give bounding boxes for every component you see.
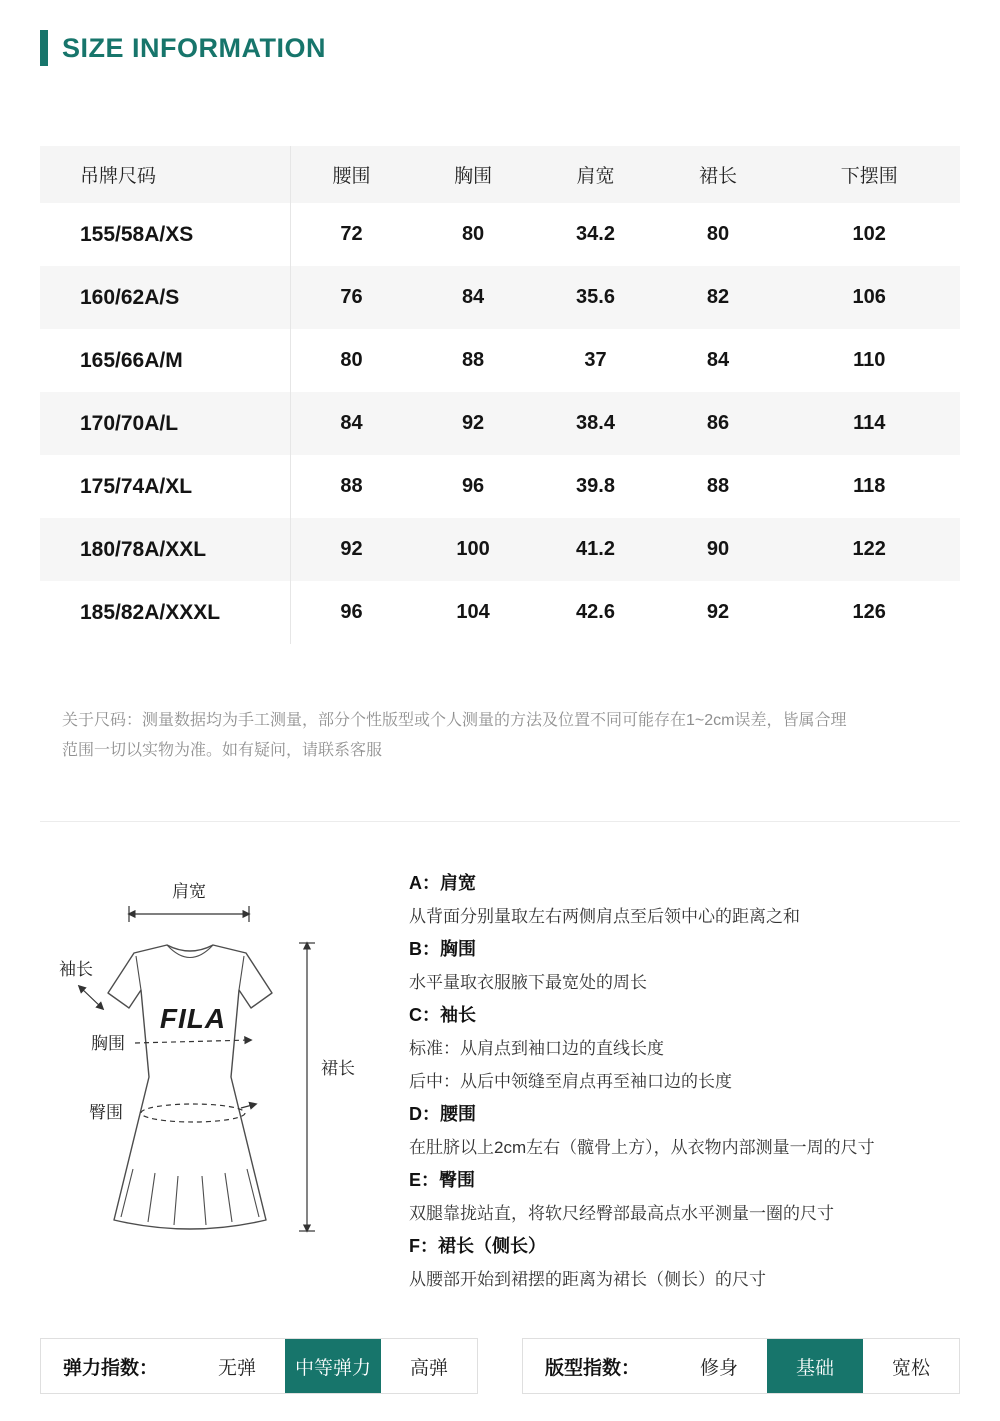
sleeve-length-label: 袖长 bbox=[59, 960, 93, 979]
size-value-cell: 35.6 bbox=[576, 286, 615, 308]
size-note bbox=[62, 706, 938, 766]
table-row bbox=[40, 455, 960, 518]
size-table bbox=[40, 146, 960, 644]
column-header: 胸围 bbox=[413, 146, 534, 203]
sleeve-measure-arrow bbox=[79, 986, 103, 1009]
elasticity-options bbox=[189, 1339, 477, 1393]
size-value-cell: 126 bbox=[852, 601, 886, 623]
column-header: 腰围 bbox=[290, 146, 413, 203]
measure-guide bbox=[405, 867, 960, 1296]
indicator-option: 宽松 bbox=[891, 1357, 930, 1379]
dress-diagram bbox=[55, 867, 405, 1296]
dress-diagram-svg bbox=[55, 867, 405, 1269]
elasticity-label: 弹力指数： bbox=[63, 1357, 159, 1379]
size-value-cell: 106 bbox=[852, 286, 886, 308]
size-value-cell: 88 bbox=[461, 349, 485, 371]
size-value-cell: 37 bbox=[584, 349, 607, 371]
size-value-cell: 86 bbox=[706, 412, 730, 434]
fit-label: 版型指数： bbox=[545, 1357, 641, 1379]
bust-label: 胸围 bbox=[91, 1034, 125, 1053]
size-value-cell: 76 bbox=[340, 286, 363, 308]
guide-item-title: C：袖长 bbox=[409, 1005, 476, 1025]
size-value-cell: 122 bbox=[852, 538, 886, 560]
size-label-cell: 175/74A/XL bbox=[40, 455, 290, 518]
accent-bar bbox=[40, 30, 48, 66]
column-header: 下摆围 bbox=[778, 146, 960, 203]
column-header: 肩宽 bbox=[534, 146, 658, 203]
size-value-cell: 100 bbox=[456, 538, 490, 560]
size-table-header-row bbox=[40, 146, 960, 203]
fila-logo: FILA bbox=[159, 1003, 227, 1034]
size-value-cell: 80 bbox=[706, 223, 730, 245]
indicator-option: 无弹 bbox=[217, 1357, 256, 1379]
size-value-cell: 92 bbox=[706, 601, 730, 623]
guide-item-desc: 从腰部开始到裙摆的距离为裙长（侧长）的尺寸 bbox=[409, 1270, 766, 1289]
size-value-cell: 84 bbox=[340, 412, 363, 434]
indicator-option-active: 中等弹力 bbox=[285, 1339, 381, 1393]
size-value-cell: 118 bbox=[853, 475, 886, 497]
fit-options bbox=[671, 1339, 959, 1393]
size-label-cell: 180/78A/XXL bbox=[40, 518, 290, 581]
shoulder-width-label: 肩宽 bbox=[172, 882, 206, 901]
guide-item-desc: 从背面分别量取左右两侧肩点至后领中心的距离之和 bbox=[409, 907, 800, 926]
size-value-cell: 82 bbox=[706, 286, 730, 308]
size-value-cell: 90 bbox=[706, 538, 730, 560]
size-value-cell: 72 bbox=[340, 223, 363, 245]
table-row bbox=[40, 392, 960, 455]
guide-item-desc: 后中：从后中领缝至肩点再至袖口边的长度 bbox=[409, 1072, 732, 1091]
size-label-cell: 160/62A/S bbox=[40, 266, 290, 329]
guide-item-title: D：腰围 bbox=[409, 1104, 476, 1124]
note-line1: 关于尺码：测量数据均为手工测量，部分个性版型或个人测量的方法及位置不同可能存在1~2cm误差，皆属合理 bbox=[62, 712, 847, 729]
size-value-cell: 96 bbox=[340, 601, 363, 623]
indicator-row bbox=[40, 1338, 960, 1394]
size-value-cell: 84 bbox=[706, 349, 730, 371]
size-value-cell: 80 bbox=[340, 349, 363, 371]
column-header: 吊牌尺码 bbox=[40, 146, 290, 203]
indicator-option: 高弹 bbox=[409, 1357, 448, 1379]
size-value-cell: 92 bbox=[340, 538, 363, 560]
guide-item-desc: 水平量取衣服腋下最宽处的周长 bbox=[409, 973, 647, 992]
measure-section bbox=[55, 867, 960, 1296]
guide-item-title: F：裙长（侧长） bbox=[409, 1236, 546, 1256]
size-value-cell: 42.6 bbox=[576, 601, 615, 623]
size-value-cell: 34.2 bbox=[576, 223, 615, 245]
size-value-cell: 80 bbox=[461, 223, 485, 245]
size-label-cell: 170/70A/L bbox=[40, 392, 290, 455]
shoulder-measure-arrow bbox=[129, 906, 249, 922]
guide-item-title: A：肩宽 bbox=[409, 873, 476, 893]
size-value-cell: 41.2 bbox=[576, 538, 615, 560]
size-value-cell: 38.4 bbox=[576, 412, 615, 434]
indicator-option-active: 基础 bbox=[767, 1339, 863, 1393]
size-value-cell: 110 bbox=[853, 349, 886, 371]
guide-item-desc: 双腿靠拢站直，将软尺经臀部最高点水平测量一圈的尺寸 bbox=[409, 1204, 834, 1223]
skirt-length-arrow bbox=[299, 943, 315, 1231]
table-row bbox=[40, 581, 960, 644]
dress-outline bbox=[108, 945, 272, 1229]
hip-label: 臀围 bbox=[89, 1103, 123, 1122]
table-row bbox=[40, 266, 960, 329]
size-table-wrap bbox=[40, 146, 960, 644]
size-value-cell: 114 bbox=[853, 412, 886, 434]
indicator-option: 修身 bbox=[699, 1357, 738, 1379]
skirt-length-label: 裙长 bbox=[321, 1059, 355, 1078]
elasticity-indicator bbox=[40, 1338, 478, 1394]
size-value-cell: 92 bbox=[461, 412, 485, 434]
size-label-cell: 185/82A/XXXL bbox=[40, 581, 290, 644]
size-value-cell: 84 bbox=[461, 286, 485, 308]
divider bbox=[40, 821, 960, 822]
section-title: SIZE INFORMATION bbox=[62, 32, 326, 63]
size-value-cell: 104 bbox=[456, 601, 490, 623]
guide-item-desc: 标准：从肩点到袖口边的直线长度 bbox=[409, 1039, 664, 1058]
size-value-cell: 88 bbox=[340, 475, 363, 497]
table-row bbox=[40, 329, 960, 392]
hip-arrow bbox=[241, 1104, 256, 1108]
guide-item-title: E：臀围 bbox=[409, 1170, 476, 1190]
size-value-cell: 102 bbox=[852, 223, 886, 245]
size-label-cell: 155/58A/XS bbox=[40, 203, 290, 266]
table-row bbox=[40, 203, 960, 266]
guide-item-title: B：胸围 bbox=[409, 939, 476, 959]
guide-item-desc: 在肚脐以上2cm左右（髋骨上方），从衣物内部测量一周的尺寸 bbox=[409, 1138, 875, 1157]
size-table-body bbox=[40, 203, 960, 644]
fit-indicator bbox=[522, 1338, 960, 1394]
size-value-cell: 39.8 bbox=[576, 475, 615, 497]
column-header: 裙长 bbox=[657, 146, 778, 203]
note-line2: 范围一切以实物为准。如有疑问，请联系客服 bbox=[62, 742, 383, 759]
size-value-cell: 88 bbox=[706, 475, 730, 497]
section-header bbox=[0, 0, 1000, 66]
size-value-cell: 96 bbox=[461, 475, 485, 497]
table-row bbox=[40, 518, 960, 581]
size-label-cell: 165/66A/M bbox=[40, 329, 290, 392]
